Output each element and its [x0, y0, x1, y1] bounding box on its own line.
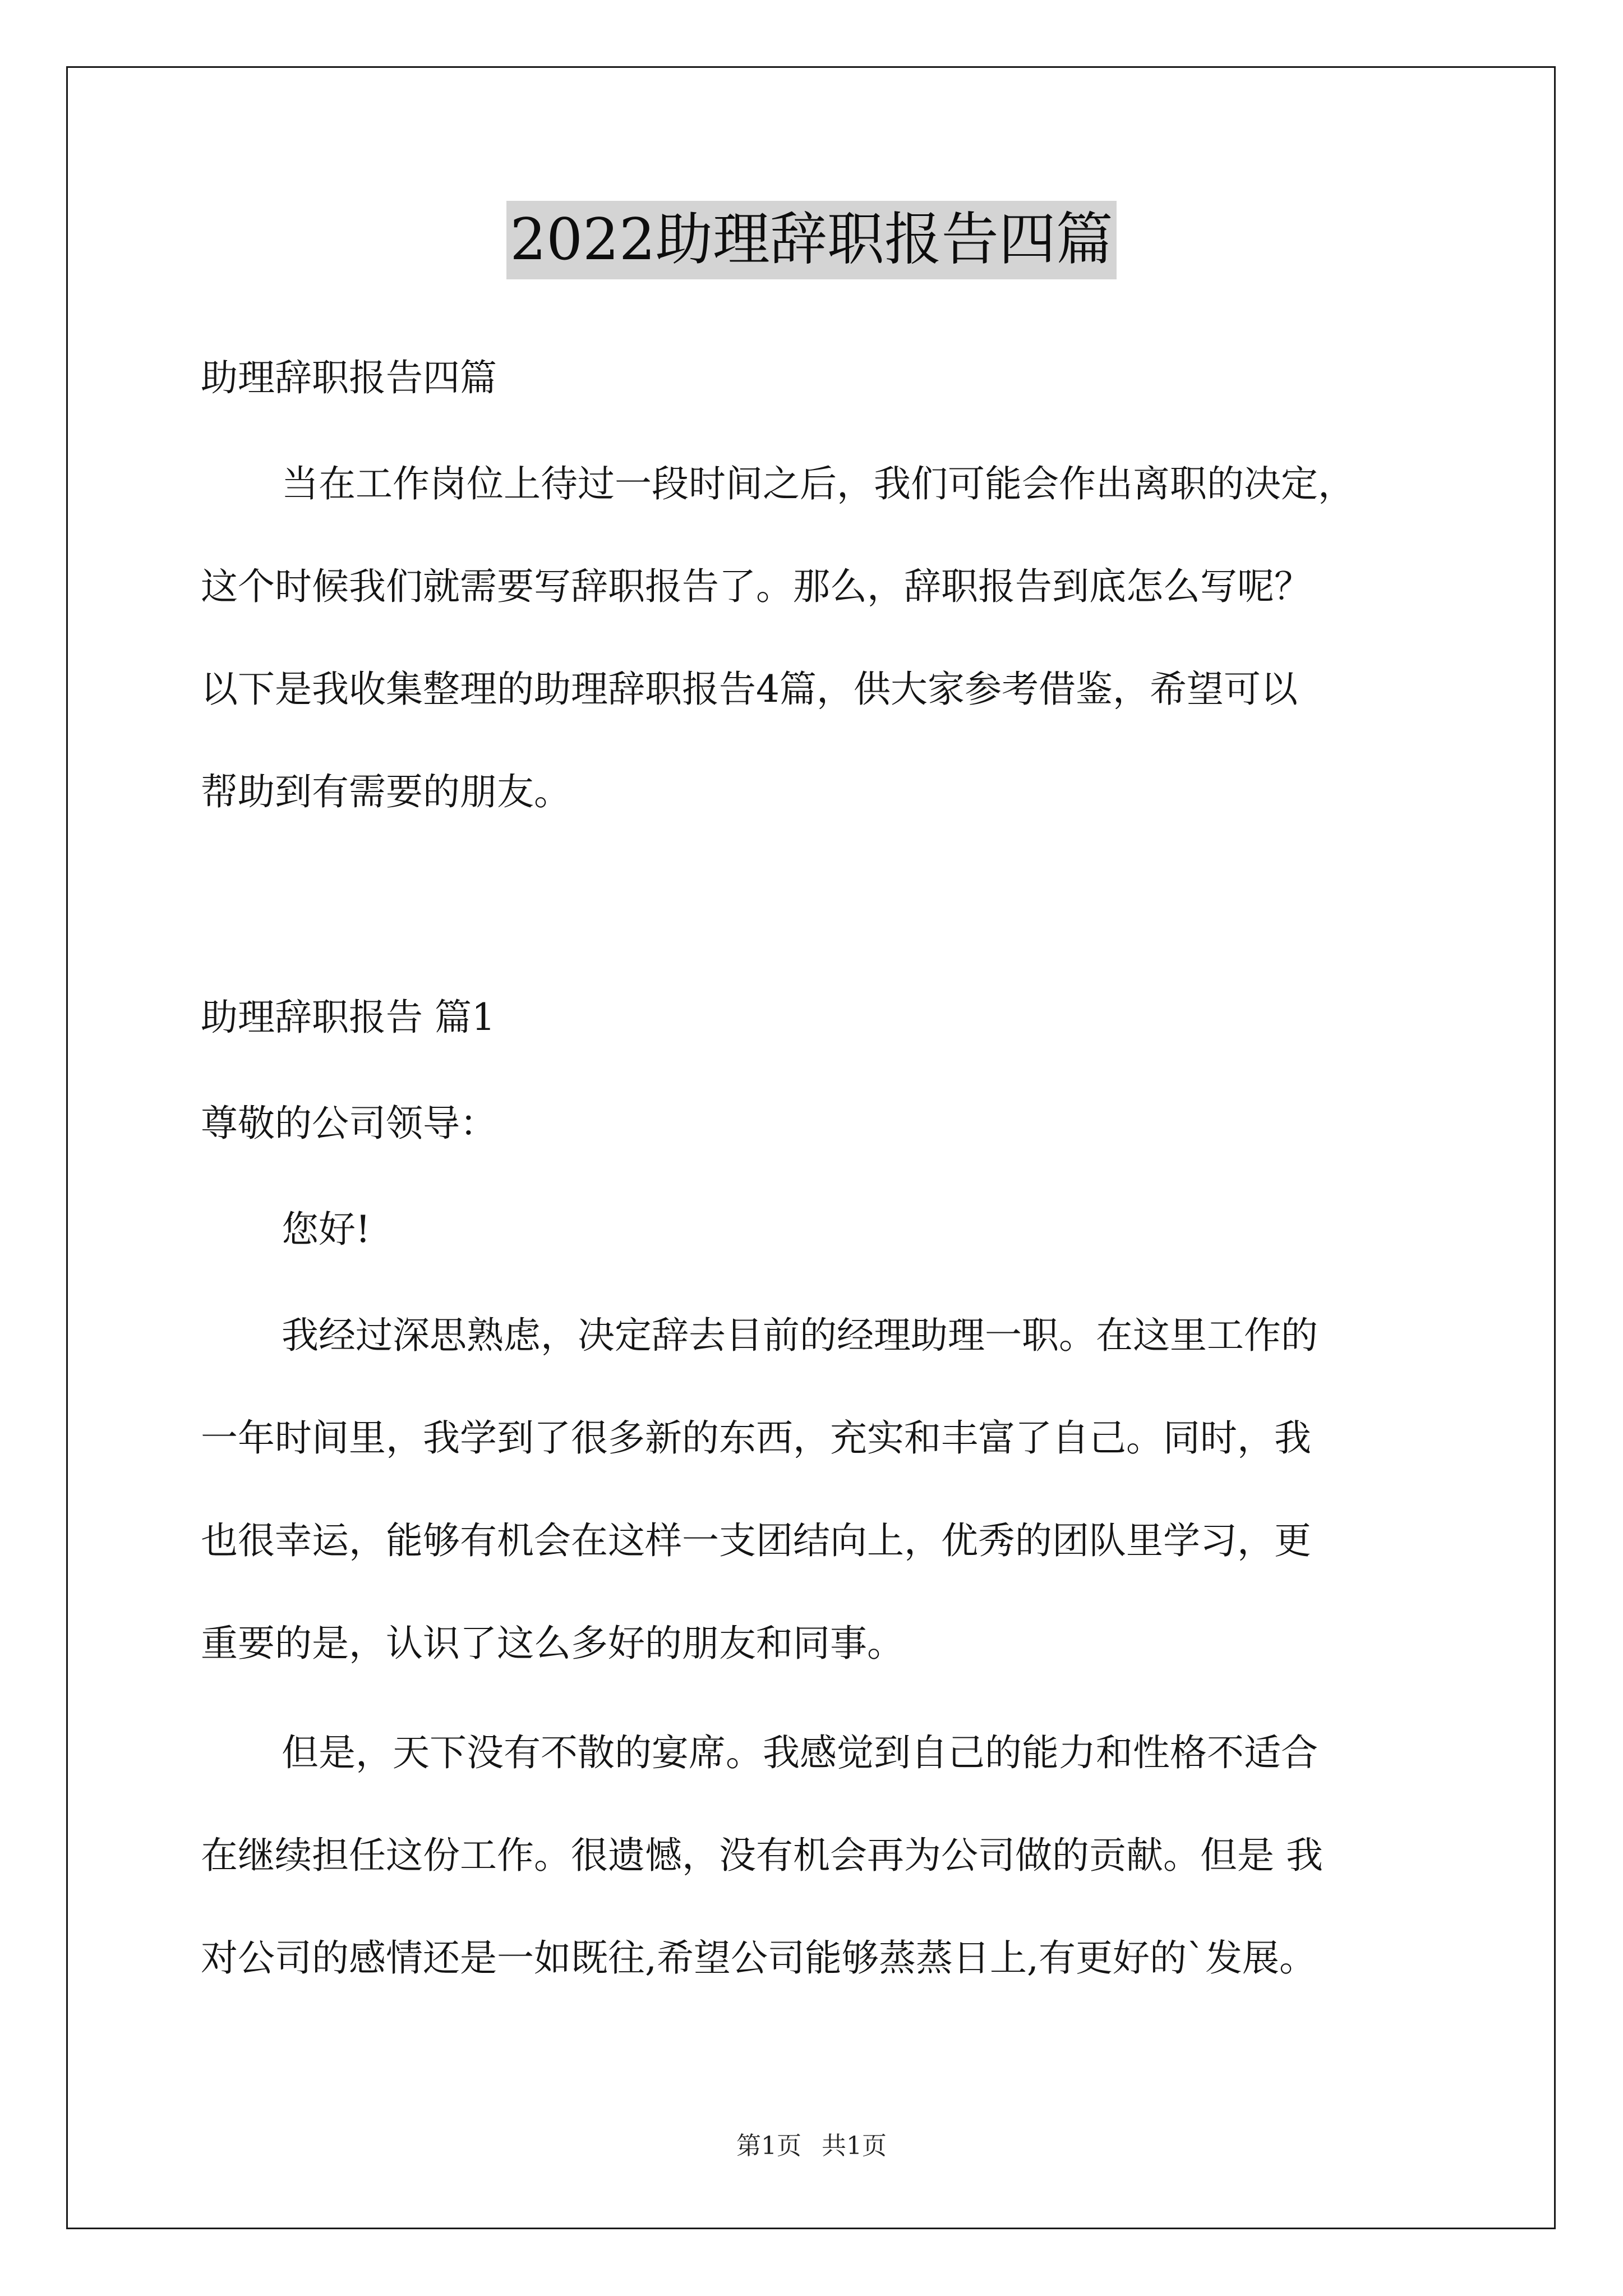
intro-line: 这个时候我们就需要写辞职报告了。那么，辞职报告到底怎么写呢？ [201, 565, 1311, 608]
paragraph-line: 我经过深思熟虑，决定辞去目前的经理助理一职。在这里工作的 [282, 1314, 1318, 1357]
subtitle: 助理辞职报告四篇 [201, 356, 497, 399]
page-footer [0, 2129, 1623, 2163]
page-number: 第1页 [736, 2132, 801, 2160]
document-title: 2022助理辞职报告四篇 [506, 201, 1117, 279]
intro-line: 以下是我收集整理的助理辞职报告4篇，供大家参考借鉴，希望可以 [201, 668, 1298, 711]
section-heading: 助理辞职报告 篇1 [201, 996, 495, 1039]
page-total: 共1页 [822, 2132, 887, 2160]
intro-line: 帮助到有需要的朋友。 [201, 770, 571, 813]
paragraph-line: 也很幸运，能够有机会在这样一支团结向上，优秀的团队里学习，更 [201, 1519, 1311, 1562]
greeting: 您好! [282, 1208, 371, 1251]
paragraph-line: 一年时间里，我学到了很多新的东西，充实和丰富了自己。同时，我 [201, 1416, 1311, 1460]
salutation: 尊敬的公司领导： [201, 1102, 497, 1145]
paragraph-line: 重要的是，认识了这么多好的朋友和同事。 [201, 1622, 904, 1665]
title-container [0, 201, 1623, 279]
paragraph-line: 对公司的感情还是一如既往,希望公司能够蒸蒸日上,有更好的`发展。 [201, 1936, 1316, 1980]
paragraph-line: 但是，天下没有不散的宴席。我感觉到自己的能力和性格不适合 [282, 1731, 1318, 1774]
intro-line: 当在工作岗位上待过一段时间之后，我们可能会作出离职的决定， [282, 462, 1355, 505]
paragraph-line: 在继续担任这份工作。很遗憾，没有机会再为公司做的贡献。但是 我 [201, 1834, 1323, 1877]
